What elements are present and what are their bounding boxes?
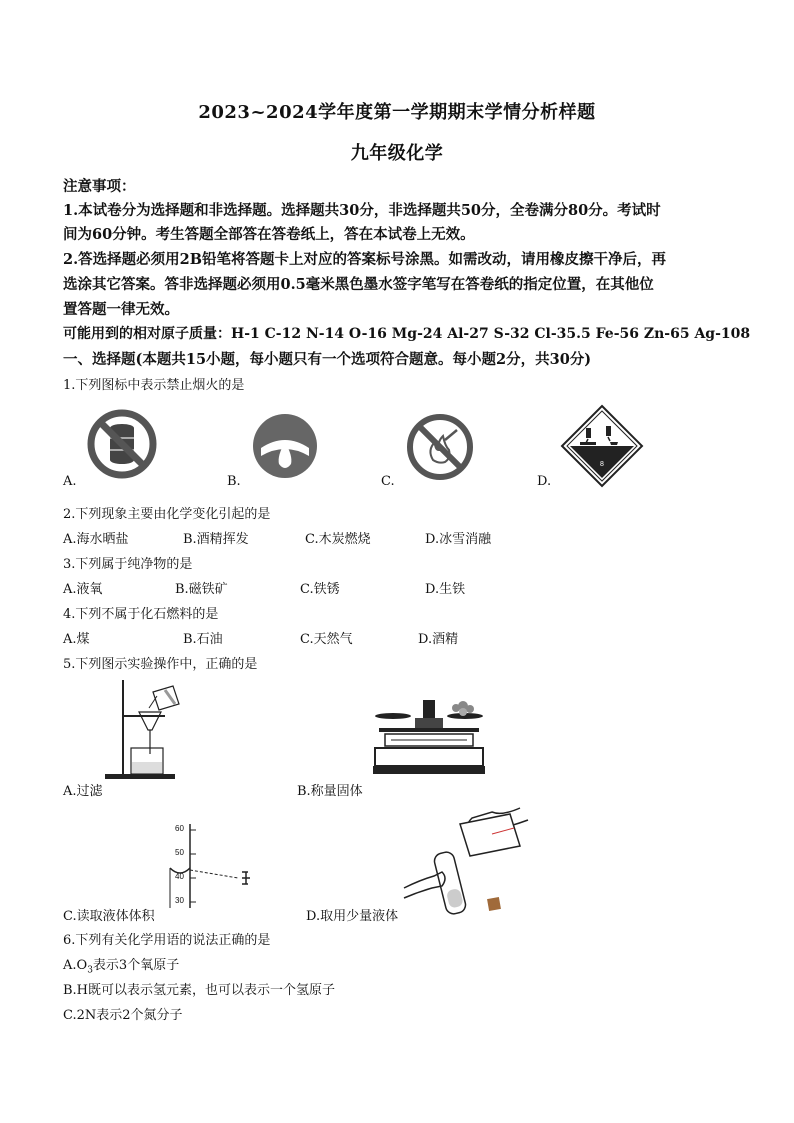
section-heading: 一、选择题(本题共15小题，每小题只有一个选项符合题意。每小题2分，共30分)	[63, 351, 592, 368]
q5-stem: 5.下列图示实验操作中，正确的是	[63, 657, 258, 672]
pouring-liquid	[402, 806, 532, 918]
icon-no-fire	[405, 412, 475, 482]
q3-option-b: B.磁铁矿	[175, 582, 228, 597]
q1-option-c: C.	[381, 474, 395, 489]
q6-option-a-subscript: 3	[87, 965, 93, 976]
note-1-line-2: 间为60分钟。考生答题全部答在答卷纸上，答在本试卷上无效。	[63, 226, 475, 243]
q1-stem: 1.下列图标中表示禁止烟火的是	[63, 378, 245, 393]
q4-option-b: B.石油	[183, 632, 223, 647]
q6-option-c: C.2N表示2个氮分子	[63, 1008, 183, 1023]
sign-class-number: 8	[600, 461, 604, 468]
q4-stem: 4.下列不属于化石燃料的是	[63, 607, 219, 622]
q2-option-a: A.海水晒盐	[63, 532, 129, 547]
icon-no-oil-drum	[86, 408, 158, 480]
icon-corrosive-sign	[560, 404, 644, 488]
q5-option-b: B.称量固体	[297, 784, 363, 799]
filtration-apparatus	[95, 678, 190, 782]
cylinder-tick-60: 60	[175, 824, 184, 833]
q5-option-c: C.读取液体体积	[63, 909, 155, 924]
q1-option-d: D.	[537, 474, 552, 489]
note-2-line-1: 2.答选择题必须用2B铅笔将答题卡上对应的答案标号涂黑。如需改动，请用橡皮擦干净后，再	[63, 251, 666, 268]
q6-option-b: B.H既可以表示氢元素，也可以表示一个氢原子	[63, 983, 336, 998]
q1-option-b: B.	[227, 474, 241, 489]
q1-option-a: A.	[63, 474, 77, 489]
cylinder-tick-40: 40	[175, 872, 184, 881]
q3-option-c: C.铁锈	[300, 582, 340, 597]
q2-stem: 2.下列现象主要由化学变化引起的是	[63, 507, 271, 522]
q4-option-a: A.煤	[63, 632, 90, 647]
icon-water-drop-logo	[251, 412, 319, 480]
q5-option-a: A.过滤	[63, 784, 103, 799]
q2-option-d: D.冰雪消融	[425, 532, 492, 547]
q6-stem: 6.下列有关化学用语的说法正确的是	[63, 933, 271, 948]
notes-heading: 注意事项：	[63, 178, 136, 195]
exam-subtitle: 九年级化学	[350, 143, 444, 164]
q2-option-b: B.酒精挥发	[183, 532, 249, 547]
q2-option-c: C.木炭燃烧	[305, 532, 371, 547]
note-2-line-2: 选涂其它答案。答非选择题必须用0.5毫米黑色墨水签字笔写在答卷纸的指定位置，在其他位	[63, 276, 654, 293]
q3-option-d: D.生铁	[425, 582, 466, 597]
cylinder-tick-50: 50	[175, 848, 184, 857]
q3-stem: 3.下列属于纯净物的是	[63, 557, 193, 572]
note-2-line-3: 置答题一律无效。	[63, 301, 179, 318]
exam-title: 2023~2024学年度第一学期期末学情分析样题	[198, 102, 596, 123]
q6-option-a-text: 表示3个氧原子	[92, 958, 180, 973]
q6-option-a-prefix: A.O	[63, 958, 88, 973]
note-1-line-1: 1.本试卷分为选择题和非选择题。选择题共30分，非选择题共50分，全卷满分80分。考试时	[63, 202, 661, 219]
q3-option-a: A.液氧	[63, 582, 103, 597]
q6-option-a	[63, 954, 179, 976]
q5-option-d: D.取用少量液体	[306, 909, 399, 924]
balance-apparatus	[371, 694, 486, 782]
q4-option-c: C.天然气	[300, 632, 353, 647]
q4-option-d: D.酒精	[418, 632, 459, 647]
cylinder-tick-30: 30	[175, 896, 184, 905]
atomic-mass-list: 可能用到的相对原子质量：H-1 C-12 N-14 O-16 Mg-24 Al-27 S-32 Cl-35.5 Fe-56 Zn-65 Ag-108	[63, 326, 751, 342]
